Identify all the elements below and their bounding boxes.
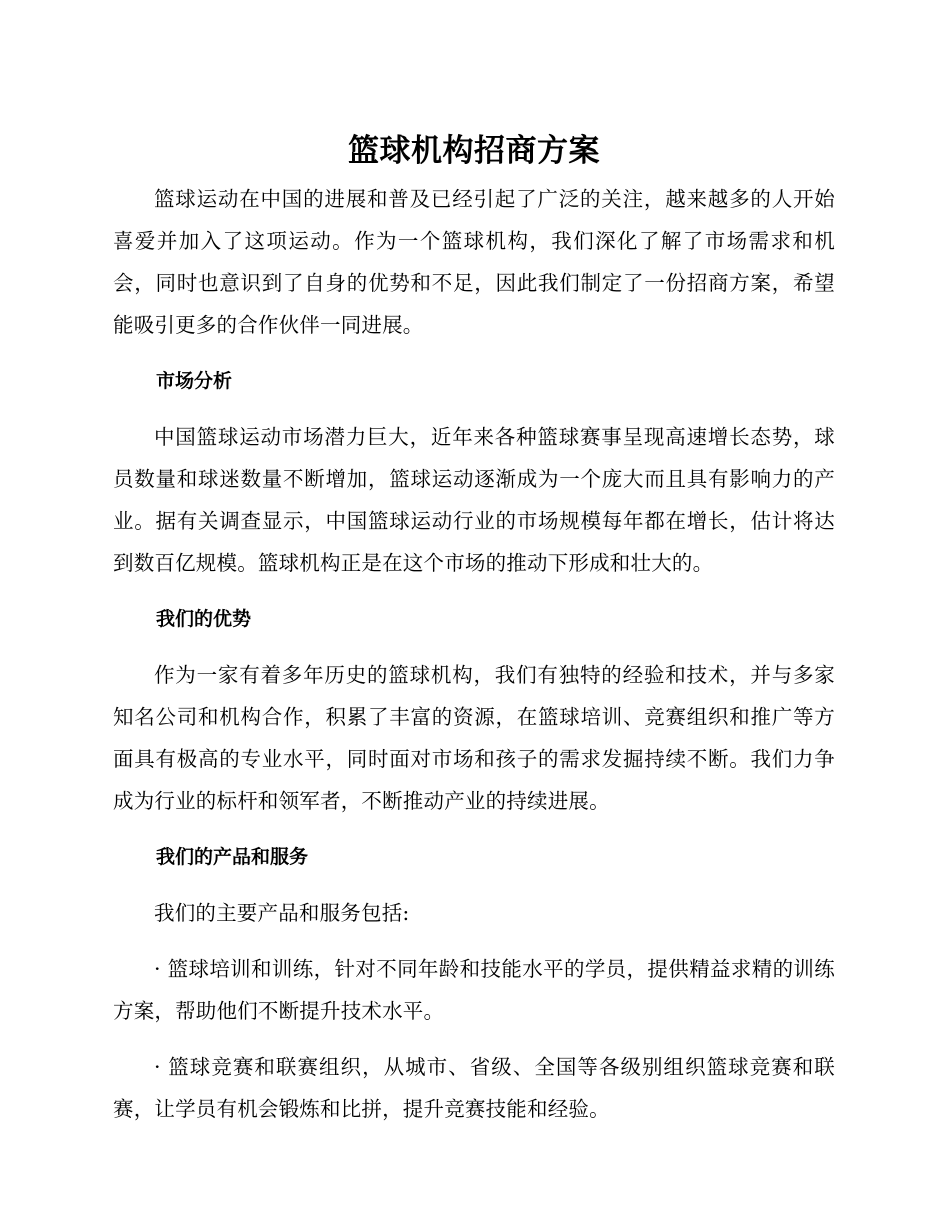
section-heading-our-advantages: 我们的优势 xyxy=(156,608,252,630)
document-body xyxy=(113,128,835,1144)
section-heading-products-services: 我们的产品和服务 xyxy=(156,846,309,868)
document-title: 篮球机构招商方案 xyxy=(348,133,600,169)
products-intro-paragraph: 我们的主要产品和服务包括: xyxy=(154,901,410,925)
section-heading-market-analysis: 市场分析 xyxy=(156,370,233,392)
advantages-paragraph: 作为一家有着多年历史的篮球机构，我们有独特的经验和技术，并与多家知名公司和机构合作，积累了丰富的资源，在篮球培训、竞赛组织和推广等方面具有极高的专业水平，同时面对市场和孩子的需求发掘持续不断。我们力争成为行业的标杆和领军者，不断推动产业的持续进展。 xyxy=(113,663,835,813)
list-item-competitions: · 篮球竞赛和联赛组织，从城市、省级、全国等各级别组织篮球竞赛和联赛，让学员有机会锻炼和比拼，提升竞赛技能和经验。 xyxy=(113,1055,835,1121)
intro-paragraph: 篮球运动在中国的进展和普及已经引起了广泛的关注，越来越多的人开始喜爱并加入了这项运动。作为一个篮球机构，我们深化了解了市场需求和机会，同时也意识到了自身的优势和不足，因此我们制定了一份招商方案，希望能吸引更多的合作伙伴一同进展。 xyxy=(113,187,835,337)
list-item-training: · 篮球培训和训练，针对不同年龄和技能水平的学员，提供精益求精的训练方案，帮助他们不断提升技术水平。 xyxy=(113,957,835,1023)
market-analysis-paragraph: 中国篮球运动市场潜力巨大，近年来各种篮球赛事呈现高速增长态势，球员数量和球迷数量不断增加，篮球运动逐渐成为一个庞大而且具有影响力的产业。据有关调查显示，中国篮球运动行业的市场规模每年都在增长，估计将达到数百亿规模。篮球机构正是在这个市场的推动下形成和壮大的。 xyxy=(113,425,835,575)
